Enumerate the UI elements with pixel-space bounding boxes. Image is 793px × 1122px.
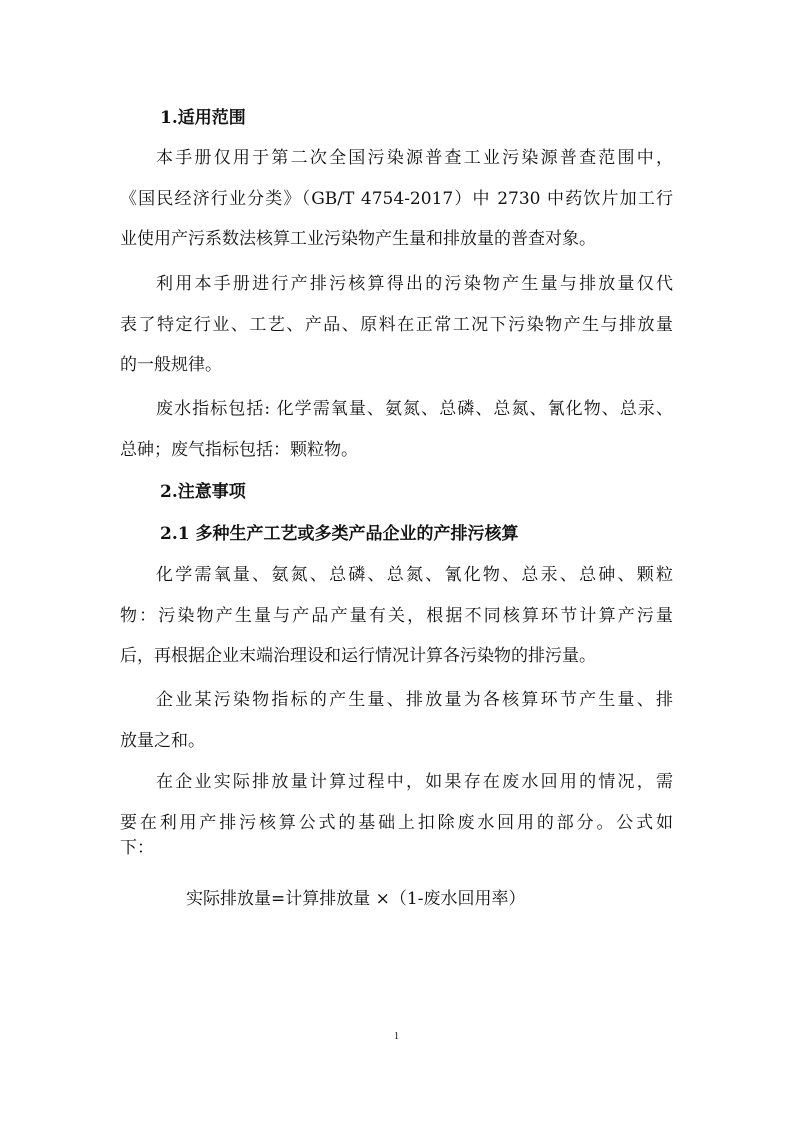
text-line: 的一般规律。 [120,355,222,375]
scope-paragraph-1 [120,138,673,260]
emission-formula: 实际排放量=计算排放量 ×（1-废水回用率） [186,889,526,909]
section-1-heading: 1.适用范围 [160,108,246,128]
text-line: 化学需氧量、氨氮、总磷、总氮、氰化物、总汞、总砷、颗粒 [156,565,673,585]
scope-paragraph-3 [120,389,673,470]
text-line: 物：污染物产生量与产品产量有关，根据不同核算环节计算产污量 [120,605,673,626]
notes-paragraph-2 [120,680,673,761]
text-line: 企业某污染物指标的产生量、排放量为各核算环节产生量、排 [156,690,673,710]
section-2-1-heading: 2.1 多种生产工艺或多类产品企业的产排污核算 [160,524,519,544]
text-line: 表了特定行业、工艺、产品、原料在正常工况下污染物产生与排放量 [120,314,673,335]
text-line: 要在利用产排污核算公式的基础上扣除废水回用的部分。公式如 [120,812,673,833]
text-line: 后，再根据企业末端治理设和运行情况计算各污染物的排污量。 [120,646,596,666]
notes-paragraph-3 [120,762,673,859]
text-line: 本手册仅用于第二次全国污染源普查工业污染源普查范围中， [156,148,673,168]
text-line: 《国民经济行业分类》（GB/T 4754-2017）中 2730 中药饮片加工行 [120,188,673,209]
text-line: 下： [120,838,154,858]
notes-paragraph-1 [120,555,673,677]
text-line: 利用本手册进行产排污核算得出的污染物产生量与排放量仅代 [156,274,673,294]
text-line: 废水指标包括: 化学需氧量、氨氮、总磷、总氮、氰化物、总汞、 [156,399,673,419]
page-number: 1 [394,1031,399,1042]
text-line: 总砷；废气指标包括：颗粒物。 [120,439,358,460]
text-line: 放量之和。 [120,730,205,751]
text-line: 在企业实际排放量计算过程中，如果存在废水回用的情况，需 [156,772,673,792]
scope-paragraph-2 [120,264,673,386]
section-2-heading: 2.注意事项 [160,482,246,502]
text-line: 业使用产污系数法核算工业污染物产生量和排放量的普查对象。 [120,229,596,249]
